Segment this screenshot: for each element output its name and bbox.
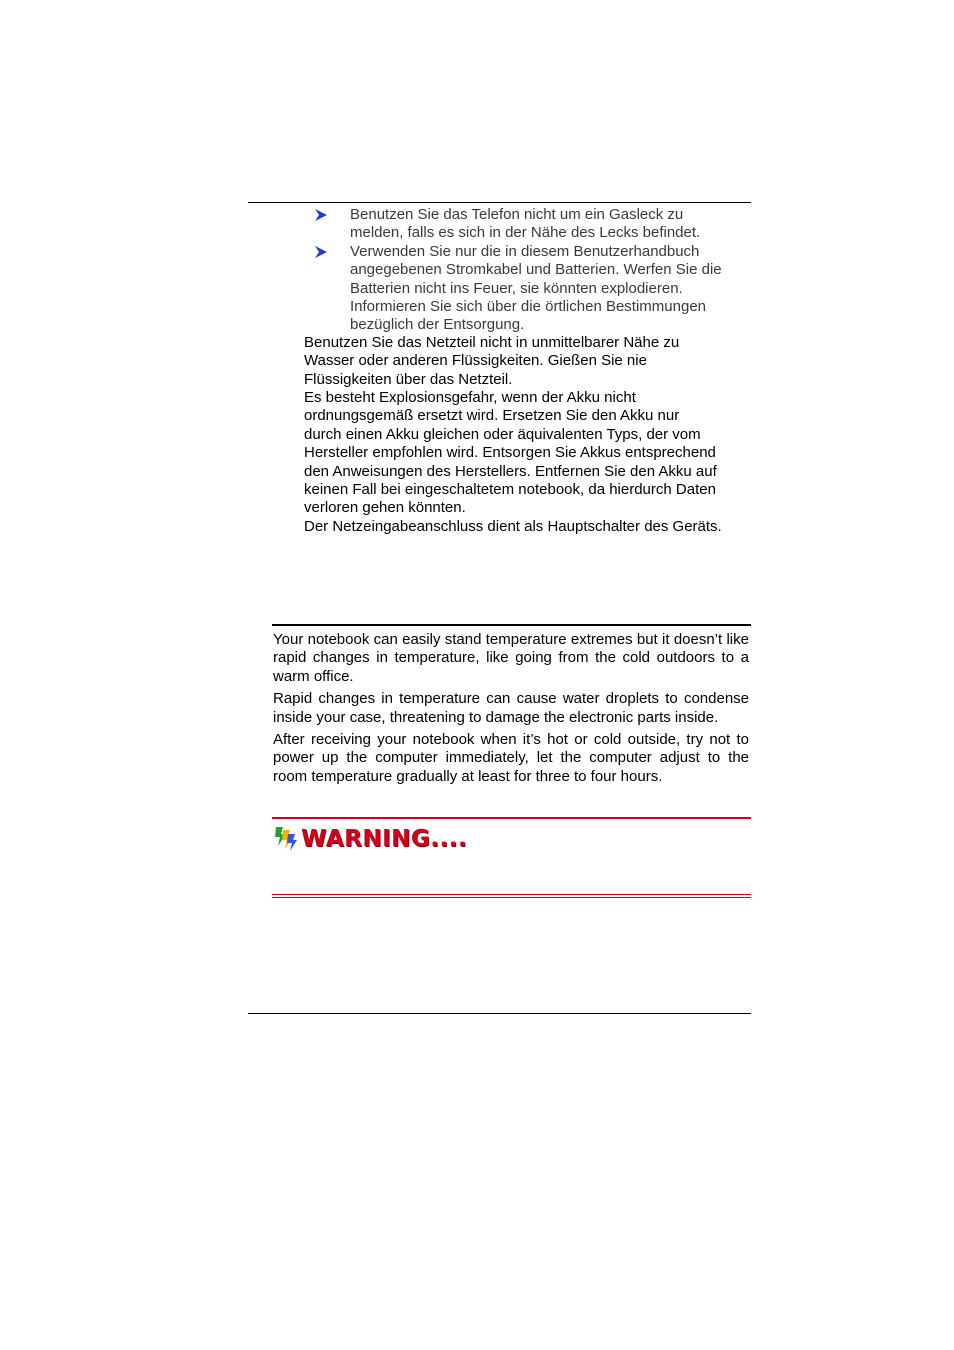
paragraph-line: Es besteht Explosionsgefahr, wenn der Akku nicht bbox=[304, 389, 636, 406]
warning-top-rule bbox=[272, 817, 751, 819]
bullet-line: angegebenen Stromkabel und Batterien. Werfen Sie die bbox=[350, 261, 722, 279]
bullet-line: Benutzen Sie das Telefon nicht um ein Gasleck zu bbox=[350, 206, 684, 223]
paragraph-line: Wasser oder anderen Flüssigkeiten. Gießen Sie nie bbox=[304, 352, 647, 370]
warning-label: WARNING.... bbox=[301, 826, 468, 852]
warning-heading bbox=[274, 824, 467, 854]
paragraph-line: Der Netzeingabeanschluss dient als Hauptschalter des Geräts. bbox=[304, 518, 722, 535]
bottom-divider bbox=[248, 1013, 751, 1014]
bullet-line: bezüglich der Entsorgung. bbox=[350, 316, 525, 334]
bullet-line: Verwenden Sie nur die in diesem Benutzerhandbuch bbox=[350, 242, 700, 260]
english-section bbox=[273, 631, 749, 790]
arrowhead-bullet-icon bbox=[314, 243, 328, 261]
warning-bottom-rule bbox=[272, 894, 751, 895]
top-divider bbox=[248, 202, 751, 203]
paragraph-line: durch einen Akku gleichen oder äquivalenten Typs, der vom bbox=[304, 425, 701, 443]
arrowhead-bullet-icon bbox=[314, 206, 328, 224]
english-paragraph: Rapid changes in temperature can cause water droplets to condense inside your case, threatening to damage the electronic parts inside. bbox=[273, 690, 749, 726]
paragraph-line: Benutzen Sie das Netzteil nicht in unmittelbarer Nähe zu bbox=[304, 334, 680, 351]
bullet-line: Batterien nicht ins Feuer, sie könnten explodieren. bbox=[350, 279, 683, 297]
bullet-line: melden, falls es sich in der Nähe des Lecks befindet. bbox=[350, 224, 701, 242]
german-paragraph bbox=[304, 518, 756, 536]
english-paragraph: Your notebook can easily stand temperature extremes but it doesn’t like rapid changes in temperature, like going from the cold outdoors to a warm office. bbox=[273, 631, 749, 685]
german-paragraph bbox=[304, 389, 756, 518]
german-bullet-list bbox=[304, 206, 756, 335]
section-divider bbox=[272, 624, 751, 626]
english-paragraph: After receiving your notebook when it’s hot or cold outside, try not to power up the computer immediately, let the computer adjust to the room temperature gradually at least for three to four hours. bbox=[273, 731, 749, 785]
paragraph-line: verloren gehen könnten. bbox=[304, 499, 466, 517]
list-item bbox=[304, 206, 756, 243]
paragraph-line: keinen Fall bei eingeschaltetem notebook, da hierdurch Daten bbox=[304, 481, 716, 499]
warning-lightning-icon bbox=[274, 826, 298, 852]
paragraph-line: ordnungsgemäß ersetzt wird. Ersetzen Sie den Akku nur bbox=[304, 407, 680, 425]
paragraph-line: Flüssigkeiten über das Netzteil. bbox=[304, 370, 513, 388]
paragraph-line: Hersteller empfohlen wird. Entsorgen Sie Akkus entsprechend bbox=[304, 444, 716, 462]
bullet-line: Informieren Sie sich über die örtlichen Bestimmungen bbox=[350, 298, 707, 316]
german-paragraph bbox=[304, 334, 756, 389]
list-item bbox=[304, 243, 756, 335]
paragraph-line: den Anweisungen des Herstellers. Entfernen Sie den Akku auf bbox=[304, 462, 717, 480]
warning-bottom-rule bbox=[272, 897, 751, 898]
